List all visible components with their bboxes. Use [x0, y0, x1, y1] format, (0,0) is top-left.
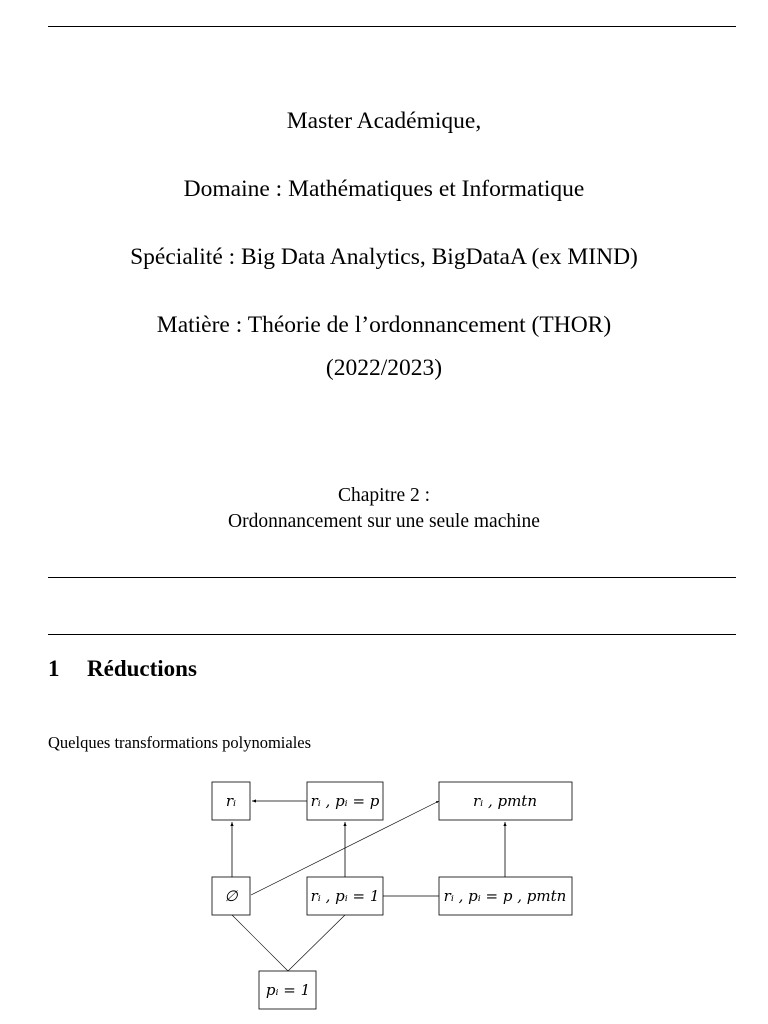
node-empty-label: ∅	[224, 887, 238, 905]
course-line: Matière : Théorie de l’ordonnancement (THOR)	[156, 312, 612, 338]
node-ri-pi-p-label: rᵢ , pᵢ = p	[310, 792, 380, 810]
master-line: Master Académique,	[286, 108, 482, 134]
page-break-rule	[48, 634, 736, 635]
node-ri-pmtn-label: rᵢ , pmtn	[472, 792, 538, 810]
section-title: Réductions	[87, 656, 197, 681]
node-ri	[212, 782, 250, 820]
node-pi-1-label: pᵢ = 1	[265, 981, 311, 999]
top-rule	[48, 26, 736, 27]
node-ri-pmtn	[439, 782, 572, 820]
specialty-line: Spécialité : Big Data Analytics, BigDataA (ex MIND)	[130, 244, 638, 270]
year-line: (2022/2023)	[325, 355, 443, 381]
node-ri-pi-1-label: rᵢ , pᵢ = 1	[310, 887, 380, 905]
section-number: 1	[48, 656, 60, 681]
edge-pi-1-to-ri-pi-1	[288, 915, 345, 971]
node-ri-pi-1	[307, 877, 383, 915]
chapter-label: Chapitre 2 :	[337, 485, 431, 506]
node-ri-label: rᵢ	[225, 792, 237, 810]
title-bottom-rule	[48, 577, 736, 578]
node-pi-1	[259, 971, 316, 1009]
node-ri-pi-p-pmtn-label: rᵢ , pᵢ = p , pmtn	[443, 887, 567, 905]
reduction-diagram	[0, 760, 768, 1024]
node-ri-pi-p-pmtn	[439, 877, 572, 915]
domain-line: Domaine : Mathématiques et Informatique	[183, 176, 585, 202]
section-intro: Quelques transformations polynomiales	[48, 733, 312, 752]
node-empty	[212, 877, 250, 915]
edge-pi-1-to-empty	[232, 915, 288, 971]
chapter-title: Ordonnancement sur une seule machine	[228, 511, 540, 532]
section-heading	[48, 656, 197, 682]
node-ri-pi-p	[307, 782, 383, 820]
